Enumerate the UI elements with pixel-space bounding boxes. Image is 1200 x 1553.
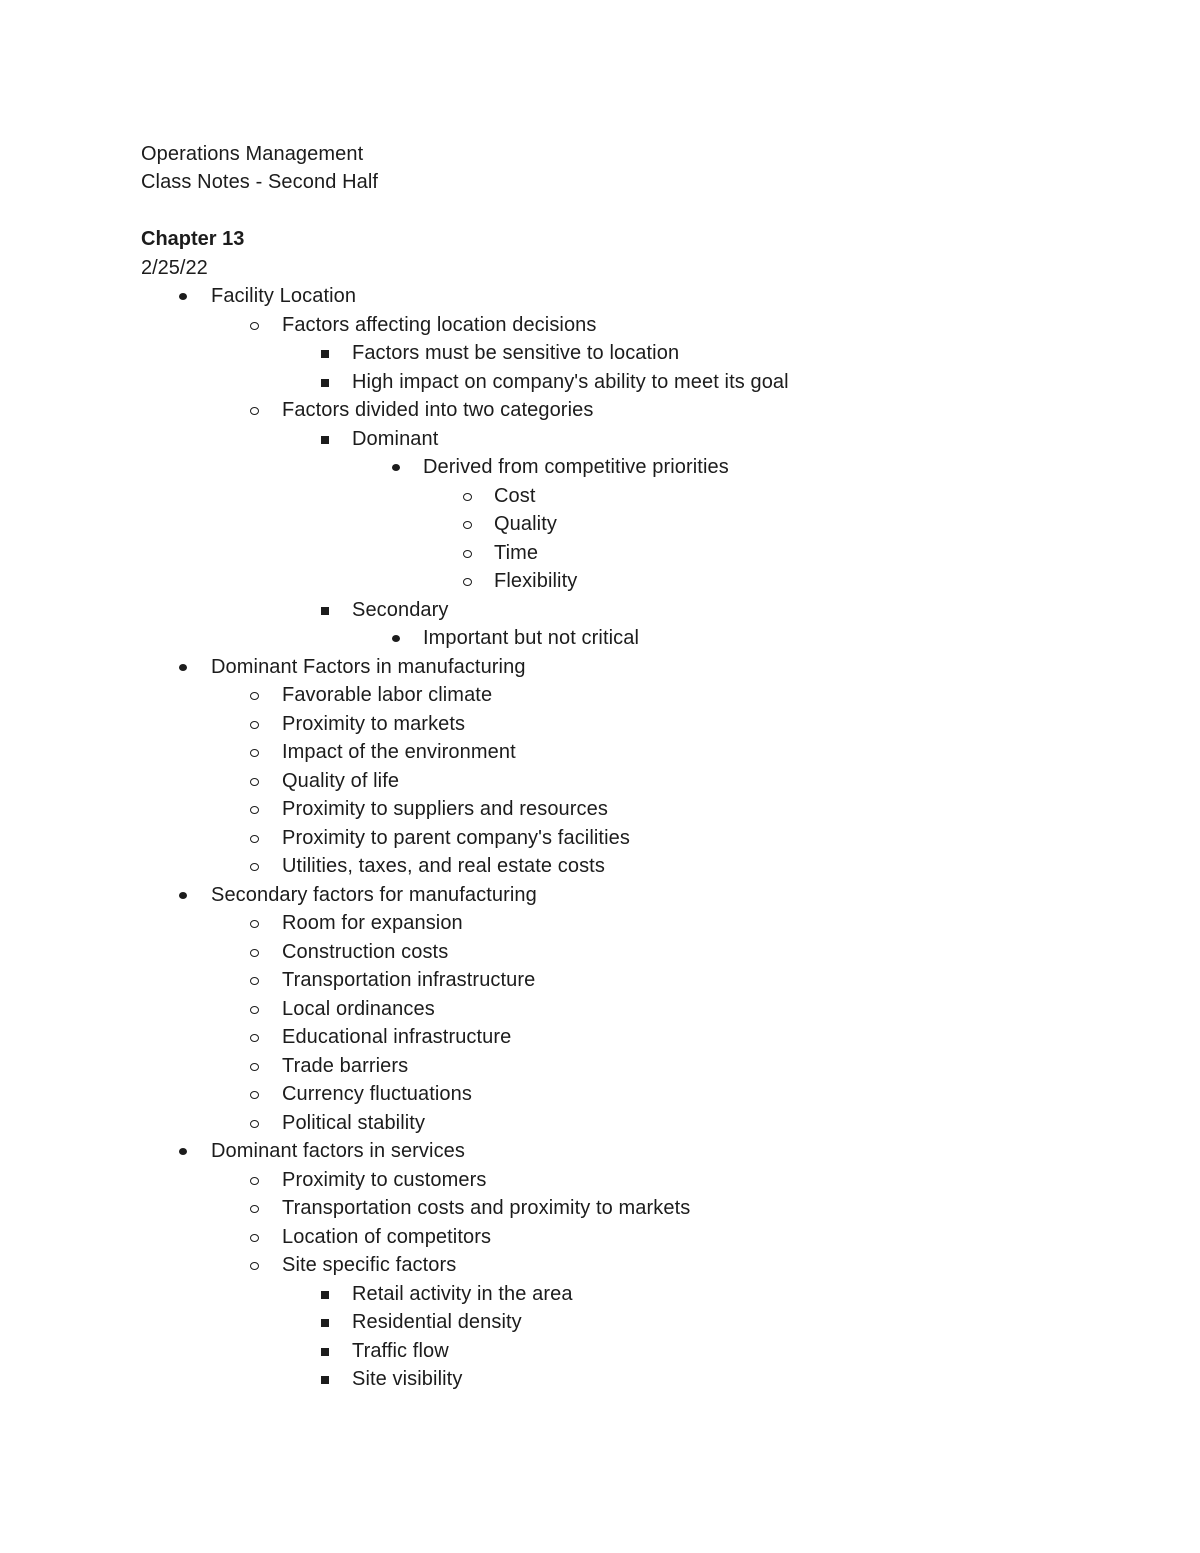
circle-bullet-icon — [458, 567, 478, 596]
list-item — [0, 1365, 1200, 1394]
list-item — [0, 1137, 1200, 1166]
list-item — [0, 1109, 1200, 1138]
list-item — [0, 1080, 1200, 1109]
dot-bullet-icon — [387, 453, 407, 482]
dot-bullet-icon — [387, 624, 407, 653]
list-item — [0, 795, 1200, 824]
list-item-text: Important but not critical — [423, 627, 640, 649]
document-title: Operations Management — [141, 143, 364, 165]
list-item — [0, 767, 1200, 796]
list-item — [0, 938, 1200, 967]
square-bullet-icon — [316, 596, 336, 625]
list-item-text: Proximity to suppliers and resources — [282, 798, 608, 820]
list-item — [0, 482, 1200, 511]
list-item-text: Site specific factors — [282, 1254, 457, 1276]
list-item — [0, 681, 1200, 710]
circle-bullet-icon — [245, 311, 265, 340]
list-item — [0, 596, 1200, 625]
list-item — [0, 966, 1200, 995]
list-item — [0, 881, 1200, 910]
dot-bullet-icon — [174, 881, 194, 910]
circle-bullet-icon — [245, 795, 265, 824]
list-item-text: Traffic flow — [352, 1339, 449, 1362]
circle-bullet-icon — [245, 681, 265, 710]
circle-bullet-icon — [245, 909, 265, 938]
list-item-text: Dominant factors in services — [211, 1140, 466, 1162]
list-item-text: Proximity to customers — [282, 1168, 487, 1191]
list-item-text: Factors affecting location decisions — [282, 313, 597, 336]
square-bullet-icon — [316, 425, 336, 454]
circle-bullet-icon — [458, 510, 478, 539]
square-bullet-icon — [316, 1365, 336, 1394]
list-item-text: Transportation infrastructure — [282, 969, 536, 991]
notes-date: 2/25/22 — [141, 257, 208, 279]
dot-bullet-icon — [174, 1137, 194, 1166]
list-item — [0, 1308, 1200, 1337]
list-item — [0, 653, 1200, 682]
list-item-text: Proximity to markets — [282, 712, 466, 735]
circle-bullet-icon — [245, 738, 265, 767]
list-item-text: High impact on company's ability to meet its goal — [352, 370, 789, 393]
list-item — [0, 1023, 1200, 1052]
square-bullet-icon — [316, 1280, 336, 1309]
list-item-text: Factors divided into two categories — [282, 399, 594, 421]
circle-bullet-icon — [245, 1080, 265, 1109]
list-item-text: Educational infrastructure — [282, 1026, 512, 1048]
circle-bullet-icon — [245, 396, 265, 425]
circle-bullet-icon — [245, 1109, 265, 1138]
list-item — [0, 1194, 1200, 1223]
list-item-text: Political stability — [282, 1111, 426, 1134]
list-item — [0, 1280, 1200, 1309]
list-item-text: Residential density — [352, 1311, 522, 1333]
list-item — [0, 539, 1200, 568]
list-item-text: Construction costs — [282, 940, 449, 963]
list-item — [0, 909, 1200, 938]
list-item-text: Secondary factors for manufacturing — [211, 883, 537, 906]
list-item — [0, 824, 1200, 853]
list-item — [0, 567, 1200, 596]
circle-bullet-icon — [245, 1052, 265, 1081]
list-item — [0, 1223, 1200, 1252]
circle-bullet-icon — [245, 1251, 265, 1280]
circle-bullet-icon — [245, 938, 265, 967]
circle-bullet-icon — [245, 710, 265, 739]
list-item — [0, 425, 1200, 454]
list-item-text: Facility Location — [211, 285, 357, 307]
square-bullet-icon — [316, 1337, 336, 1366]
list-item-text: Flexibility — [494, 570, 578, 592]
circle-bullet-icon — [458, 539, 478, 568]
list-item — [0, 396, 1200, 425]
notes-outline — [0, 282, 1200, 1394]
list-item-text: Derived from competitive priorities — [423, 456, 729, 478]
circle-bullet-icon — [458, 482, 478, 511]
list-item-text: Local ordinances — [282, 997, 435, 1020]
circle-bullet-icon — [245, 852, 265, 881]
list-item — [0, 282, 1200, 311]
list-item — [0, 510, 1200, 539]
circle-bullet-icon — [245, 824, 265, 853]
list-item-text: Currency fluctuations — [282, 1083, 472, 1105]
list-item — [0, 710, 1200, 739]
square-bullet-icon — [316, 1308, 336, 1337]
list-item-text: Proximity to parent company's facilities — [282, 826, 630, 849]
document-subtitle: Class Notes - Second Half — [141, 171, 379, 193]
chapter-heading: Chapter 13 — [141, 228, 245, 250]
square-bullet-icon — [316, 368, 336, 397]
list-item-text: Site visibility — [352, 1368, 463, 1390]
list-item — [0, 311, 1200, 340]
list-item-text: Secondary — [352, 598, 449, 621]
circle-bullet-icon — [245, 1194, 265, 1223]
list-item-text: Dominant Factors in manufacturing — [211, 655, 526, 678]
list-item-text: Location of competitors — [282, 1225, 492, 1248]
list-item-text: Trade barriers — [282, 1054, 409, 1077]
square-bullet-icon — [316, 339, 336, 368]
list-item — [0, 624, 1200, 653]
list-item — [0, 453, 1200, 482]
circle-bullet-icon — [245, 966, 265, 995]
list-item — [0, 738, 1200, 767]
circle-bullet-icon — [245, 1166, 265, 1195]
list-item — [0, 1251, 1200, 1280]
list-item-text: Transportation costs and proximity to markets — [282, 1197, 691, 1219]
list-item-text: Quality — [494, 513, 557, 535]
circle-bullet-icon — [245, 995, 265, 1024]
list-item — [0, 852, 1200, 881]
list-item — [0, 339, 1200, 368]
dot-bullet-icon — [174, 282, 194, 311]
list-item-text: Cost — [494, 484, 536, 507]
list-item-text: Retail activity in the area — [352, 1282, 573, 1305]
list-item — [0, 368, 1200, 397]
list-item-text: Time — [494, 541, 539, 564]
circle-bullet-icon — [245, 767, 265, 796]
dot-bullet-icon — [174, 653, 194, 682]
list-item-text: Quality of life — [282, 769, 400, 792]
list-item-text: Impact of the environment — [282, 741, 516, 763]
list-item-text: Utilities, taxes, and real estate costs — [282, 855, 605, 877]
list-item — [0, 1166, 1200, 1195]
list-item-text: Favorable labor climate — [282, 684, 493, 706]
circle-bullet-icon — [245, 1023, 265, 1052]
list-item-text: Dominant — [352, 427, 439, 450]
list-item — [0, 995, 1200, 1024]
list-item — [0, 1337, 1200, 1366]
circle-bullet-icon — [245, 1223, 265, 1252]
list-item — [0, 1052, 1200, 1081]
list-item-text: Room for expansion — [282, 912, 463, 934]
list-item-text: Factors must be sensitive to location — [352, 342, 680, 364]
